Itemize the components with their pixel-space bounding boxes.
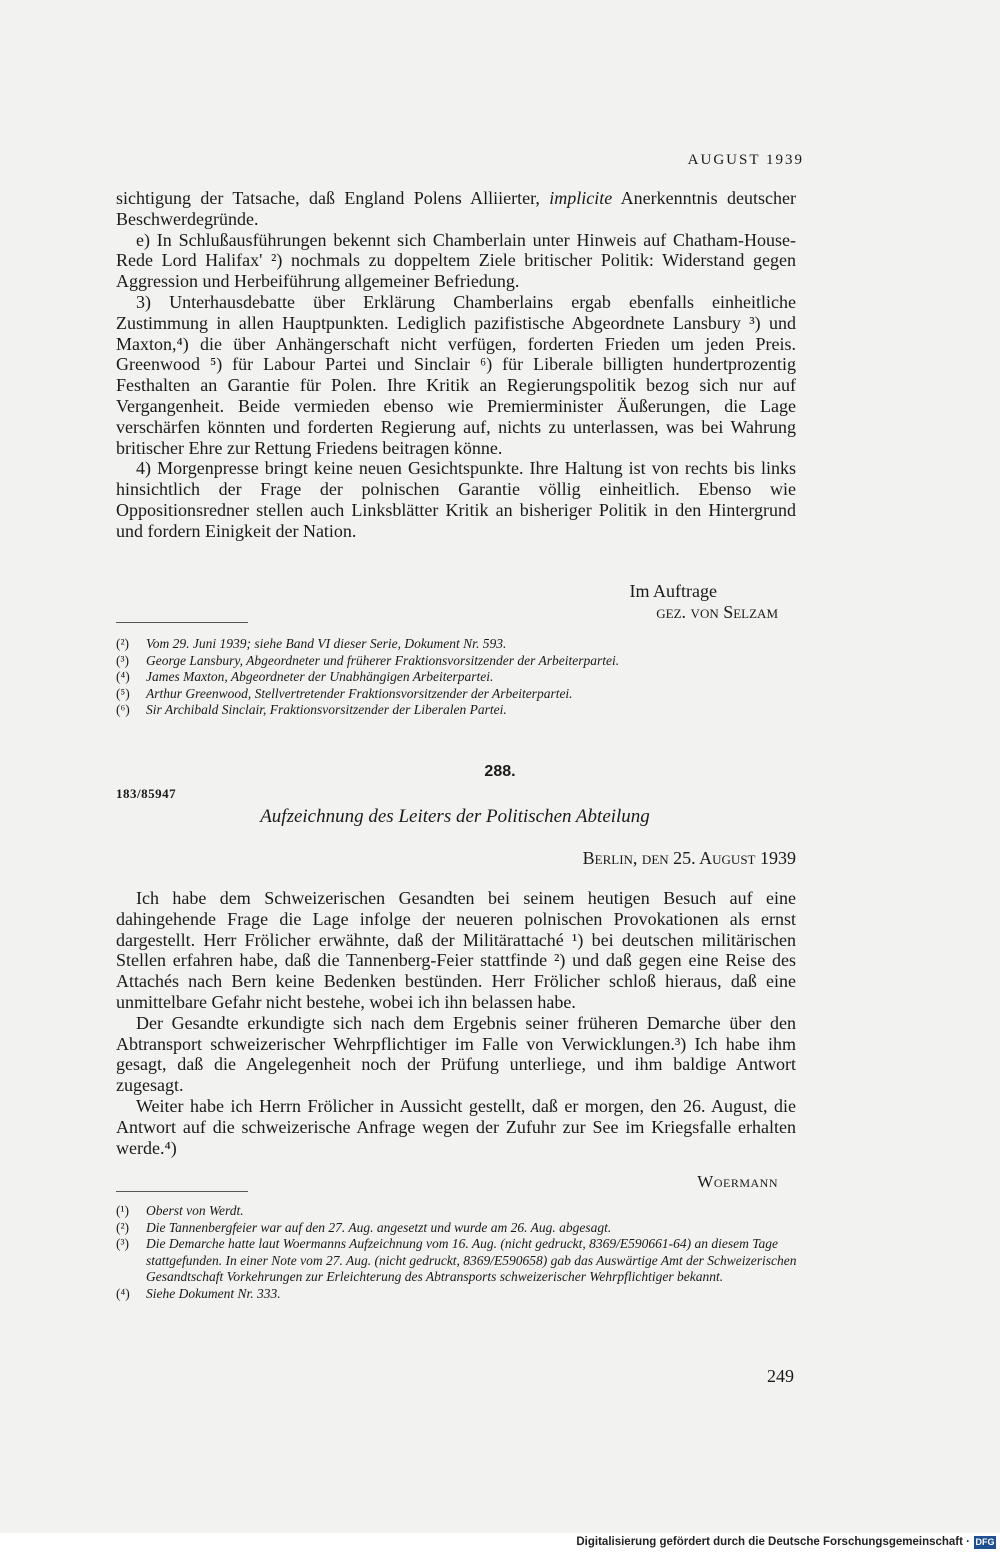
dateline: Berlin, den 25. August 1939 — [582, 848, 796, 868]
footnote: (⁴) James Maxton, Abgeordneter der Unabhängigen Arbeiterpartei. — [116, 669, 494, 684]
running-head: AUGUST 1939 — [687, 152, 804, 168]
dfg-logo-icon: DFG — [975, 1537, 995, 1547]
document-title: Aufzeichnung des Leiters der Politischen Abteilung — [260, 806, 650, 827]
report-text-block — [116, 188, 796, 542]
footnote-divider — [116, 1191, 248, 1192]
emphasized-term: implicite — [549, 188, 613, 208]
paragraph: e) In Schlußausführungen bekennt sich Chamberlain unter Hinweis auf Chatham-House-Rede Lord Halifax' ²) nochmals zu doppeltem Ziele britischer Politik: Widerstand gegen Aggression und Herbeiführung allgemeiner Befriedung. — [116, 229, 796, 292]
footnote: (²) Die Tannenbergfeier war auf den 27. Aug. angesetzt und wurde am 26. Aug. abgesagt. — [116, 1219, 612, 1235]
document-number: 288. — [484, 763, 516, 780]
footnote-divider — [116, 622, 248, 623]
paragraph: 4) Morgenpresse bringt keine neuen Gesichtspunkte. Ihre Haltung ist von rechts bis links hinsichtlich der Frage der polnischen Garantie völlig einheitlich. Ebenso wie Oppositionsredner stellen auch Linksblätter Kritik an bisheriger Politik in den Hintergrund und fordern Einigkeit der Nation. — [116, 458, 796, 541]
paragraph: Der Gesandte erkundigte sich nach dem Ergebnis seiner früheren Demarche über den Abtransport schweizerischer Wehrpflichtiger im Falle von Verwicklungen.³) Ich habe ihm gesagt, daß die Angelegenheit noch der Prüfung unterliege, und ihm baldige Antwort zugesagt. — [116, 1012, 796, 1096]
sign-off-line: Im Auftrage — [629, 581, 717, 601]
paragraph: Weiter habe ich Herrn Frölicher in Aussicht gestellt, daß er morgen, den 26. August, die Antwort auf die schweizerische Anfrage wegen der Zufuhr zur See im Kriegsfalle erhalten werde.⁴) — [116, 1095, 796, 1158]
paragraph: sichtigung der Tatsache, daß England Polens Alliierter, implicite Anerkenntnis deutscher Beschwerdegründe. — [116, 188, 797, 229]
signatory-name: gez. von Selzam — [656, 602, 778, 622]
memorandum-text-block — [116, 888, 796, 1158]
paragraph: 3) Unterhausdebatte über Erklärung Chamberlains ergab ebenfalls einheitliche Zustimmung in allen Hauptpunkten. Lediglich pazifistische Abgeordnete Lansbury ³) und Maxton,⁴) die über Anhängerschaft nicht verfügen, forderten Frieden um jeden Preis. Greenwood ⁵) für Labour Partei und Sinclair ⁶) für Liberale billigten hundertprozentig Festhalten an Garantie für Polen. Ihre Kritik an Regierungspolitik bezog sich nur auf Vergangenheit. Beide vermieden ebenso wie Premierminister Äußerungen, die Lage verschärfen könnten und forderten Regierung auf, nichts zu unterlassen, was bei Wahrung britischer Ehre zur Rettung Friedens beitragen könne. — [116, 291, 796, 458]
footnote: (⁵) Arthur Greenwood, Stellvertretender Fraktionsvorsitzender der Arbeiterpartei. — [116, 685, 573, 701]
footnote: (¹) Oberst von Werdt. — [116, 1203, 244, 1218]
paragraph: Ich habe dem Schweizerischen Gesandten bei seinem heutigen Besuch auf eine dahingehende Frage die Lage infolge der neueren polnischen Provokationen als ernst dargestellt. Herr Frölicher erwähnte, daß der Militärattaché ¹) bei deutschen militärischen Stellen erfahren habe, daß die Tannenberg-Feier stattfinde ²) und daß gegen eine Reise des Attachés nach Bern keine Bedenken bestünden. Herr Frölicher schloß hieraus, daß eine unmittelbare Gefahr nicht bestehe, wobei ich ihn belassen habe. — [116, 888, 796, 1012]
digitization-footer — [0, 1533, 1000, 1554]
footnotes-first-document — [116, 636, 806, 719]
footnote: (⁴) Siehe Dokument Nr. 333. — [116, 1285, 281, 1301]
footnotes-second-document — [116, 1203, 806, 1302]
signature-woermann: Woermann — [697, 1172, 778, 1191]
footnote: (³) George Lansbury, Abgeordneter und früherer Fraktionsvorsitzender der Arbeiterpartei. — [116, 652, 620, 668]
footnote: (⁶) Sir Archibald Sinclair, Fraktionsvorsitzender der Liberalen Partei. — [116, 702, 507, 717]
footnote: (²) Vom 29. Juni 1939; siehe Band VI dieser Serie, Dokument Nr. 593. — [116, 636, 507, 651]
page-number: 249 — [767, 1366, 794, 1386]
footnote: (³) Die Demarche hatte laut Woermanns Aufzeichnung vom 16. Aug. (nicht gedruckt, 8369/E590661-64) an diesem Tage stattgefunden. In einer Note vom 27. Aug. (nicht gedruckt, 8369/E590658) gab das Auswärtige Amt der Schweizerischen Gesandtschaft Vorkehrungen zur Erleichterung des Abtransports schweizerischer Wehrpflichtiger bekannt. — [116, 1236, 797, 1284]
file-reference: 183/85947 — [116, 786, 177, 801]
funding-credit-text: Digitalisierung gefördert durch die Deutsche Forschungsgemeinschaft · — [576, 1536, 970, 1548]
